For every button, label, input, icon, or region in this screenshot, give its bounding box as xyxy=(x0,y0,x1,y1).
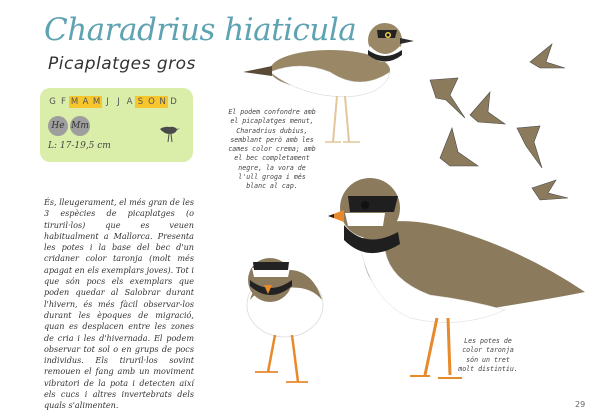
badge-mm: Mm xyxy=(70,116,90,136)
month-cell: F xyxy=(61,97,66,107)
size-label: L: 17-19,5 cm xyxy=(48,141,111,151)
common-name: Picaplatges gros xyxy=(48,54,196,74)
month-cell-highlighted: N xyxy=(157,96,168,108)
badge-he: He xyxy=(48,116,68,136)
note-legs: Les potes de color taronja són un tret molt distintiu. xyxy=(458,337,518,373)
month-cell: J xyxy=(106,97,109,107)
plover-illustration-top xyxy=(243,23,414,142)
page-title: Charadrius hiaticula xyxy=(44,12,357,48)
month-cell-highlighted: O xyxy=(146,96,157,108)
page-number: 29 xyxy=(575,400,586,409)
description-text: És, lleugerament, el més gran de les 3 espècies de picaplatges (o tiruril·los) que es veuen habitualment a Mallorca. Presenta les potes i la base del bec d'un cridaner color taronja (molt més apagat en els exemplars joves). Tot i que són pocs els exemplars que poden quedar al Salobrar durant l'hivern, és més fàcil observar-los durant les èpoques de migració, quan es desplacen entre les zones de cria i les d'hivernada. El podem observar tot sol o en grups de pocs individus. Els tiruril·los sovint remouen el fang amb un moviment vibratori de la pota i detecten així els cucs i altres invertebrats dels quals s'alimenten. xyxy=(44,197,195,411)
month-cell-highlighted: A xyxy=(80,96,91,108)
plover-illustration-front xyxy=(247,258,323,382)
flying-plovers xyxy=(430,44,568,200)
month-cell: D xyxy=(170,97,177,107)
month-cell: G xyxy=(49,97,56,107)
month-cell-highlighted: M xyxy=(70,97,79,107)
month-cell: J xyxy=(117,97,120,107)
month-cell-highlighted: M xyxy=(92,97,101,107)
month-cell-highlighted: S xyxy=(135,96,146,108)
note-confusion: El podem confondre amb el picaplatges menut, Charadrius dubius, semblant però amb les cames color crema; amb el bec completament negre, la vora de l'ull groga i més blanc al cap. xyxy=(228,108,316,191)
plover-illustration-large xyxy=(328,178,585,378)
month-cell: A xyxy=(126,97,133,107)
